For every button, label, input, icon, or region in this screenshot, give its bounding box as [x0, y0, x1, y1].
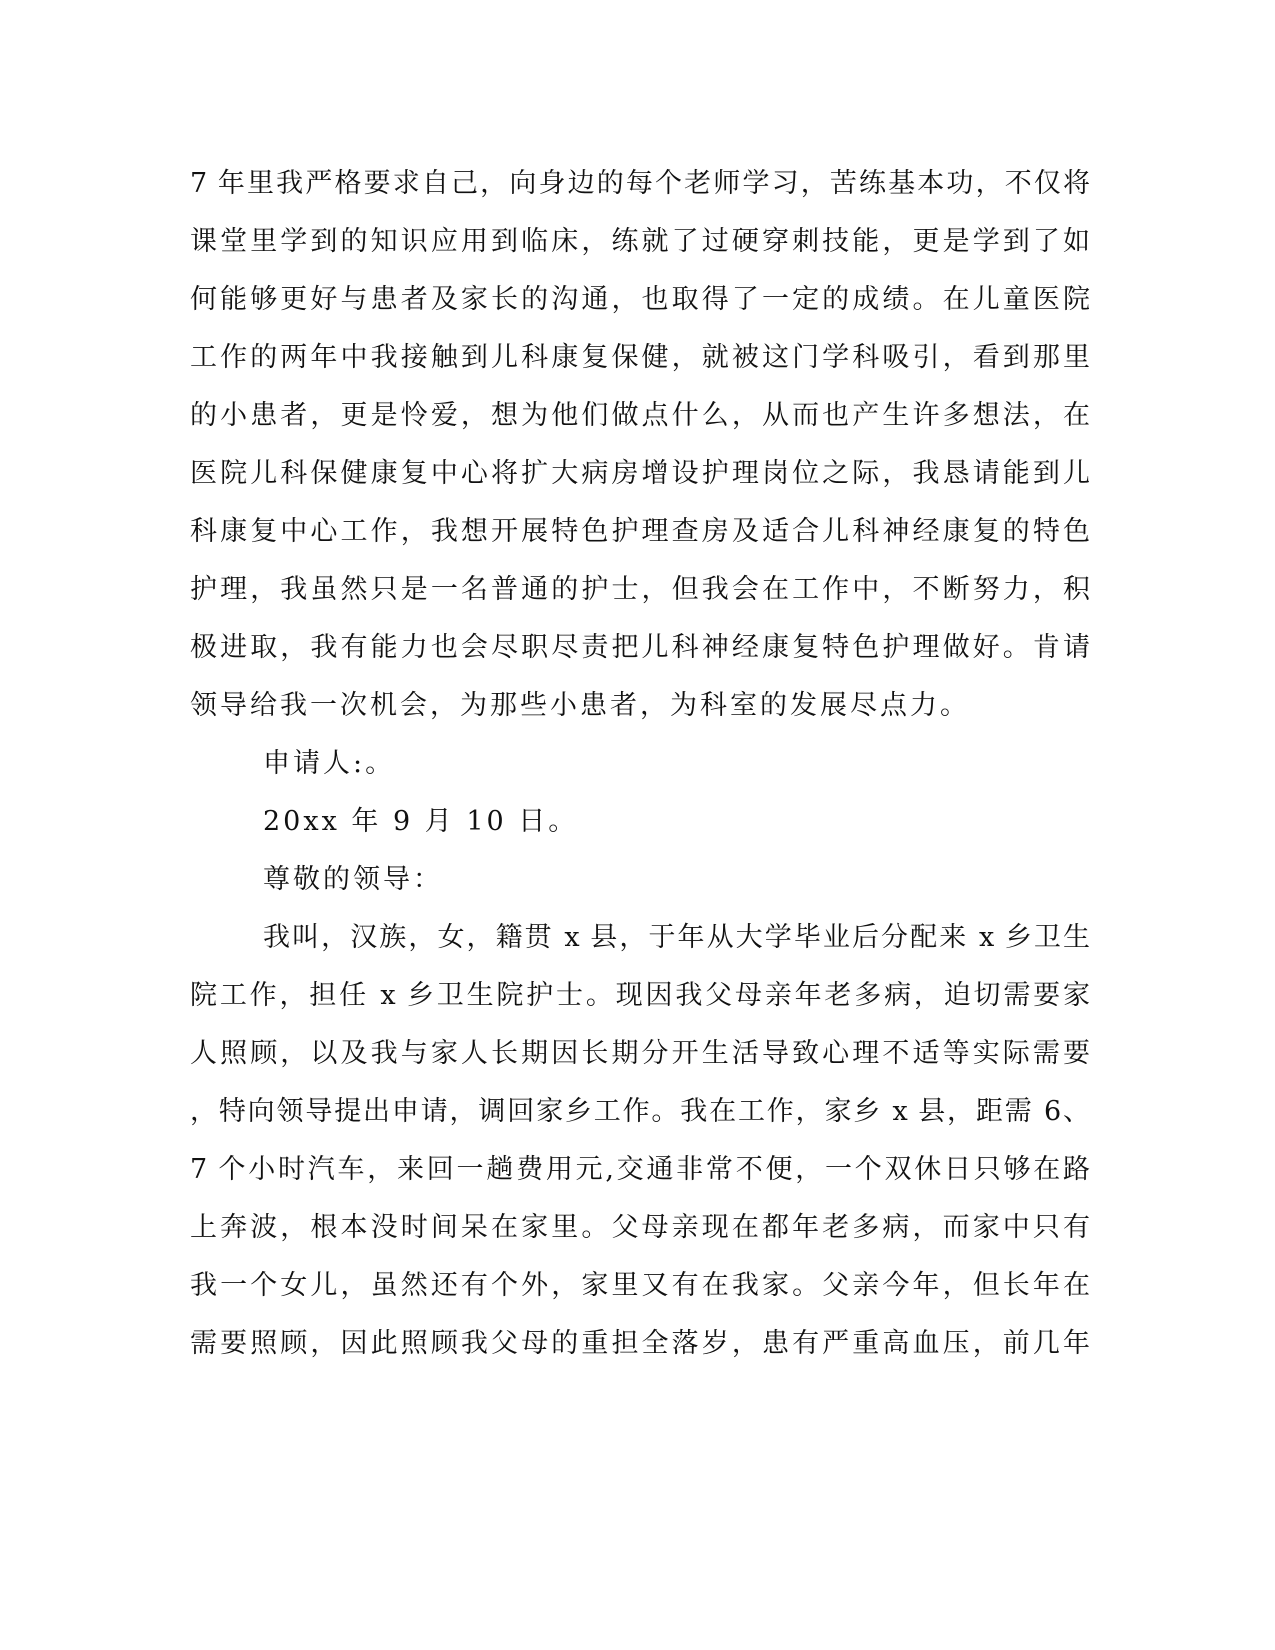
text-line-21: 需要照顾，因此照顾我父母的重担全落岁，患有严重高血压，前几年: [190, 1328, 1090, 1359]
text-line-15: 院工作，担任 x 乡卫生院护士。现因我父母亲年老多病，迫切需要家: [190, 980, 1090, 1011]
text-line-9: 极进取，我有能力也会尽职尽责把儿科神经康复特色护理做好。肯请: [190, 632, 1090, 663]
text-line-2: 课堂里学到的知识应用到临床，练就了过硬穿刺技能，更是学到了如: [190, 226, 1090, 257]
text-line-6: 医院儿科保健康复中心将扩大病房增设护理岗位之际，我恳请能到儿: [190, 458, 1090, 489]
text-line-4: 工作的两年中我接触到儿科康复保健，就被这门学科吸引，看到那里: [190, 342, 1090, 373]
text-line-20: 我一个女儿，虽然还有个外，家里又有在我家。父亲今年，但长年在: [190, 1270, 1090, 1301]
text-line-16: 人照顾，以及我与家人长期因长期分开生活导致心理不适等实际需要: [190, 1038, 1090, 1069]
text-line-19: 上奔波，根本没时间呆在家里。父母亲现在都年老多病，而家中只有: [190, 1212, 1090, 1243]
text-line-18: 7 个小时汽车，来回一趟费用元,交通非常不便，一个双休日只够在路: [190, 1154, 1090, 1185]
text-line-14: 我叫，汉族，女，籍贯 x 县，于年从大学毕业后分配来 x 乡卫生: [263, 922, 1090, 953]
application-date: 20xx 年 9 月 10 日。: [263, 806, 579, 837]
text-line-3: 何能够更好与患者及家长的沟通，也取得了一定的成绩。在儿童医院: [190, 284, 1090, 315]
text-line-17: ，特向领导提出申请，调回家乡工作。我在工作，家乡 x 县，距需 6、: [190, 1096, 1090, 1127]
text-line-7: 科康复中心工作，我想开展特色护理查房及适合儿科神经康复的特色: [190, 516, 1090, 547]
text-line-5: 的小患者，更是怜爱，想为他们做点什么，从而也产生许多想法，在: [190, 400, 1090, 431]
text-line-10: 领导给我一次机会，为那些小患者，为科室的发展尽点力。: [190, 690, 970, 721]
salutation: 尊敬的领导：: [263, 864, 443, 895]
text-line-1: 7 年里我严格要求自己，向身边的每个老师学习，苦练基本功，不仅将: [190, 168, 1090, 199]
applicant-label: 申请人:。: [263, 748, 396, 779]
text-line-8: 护理，我虽然只是一名普通的护士，但我会在工作中，不断努力，积: [190, 574, 1090, 605]
